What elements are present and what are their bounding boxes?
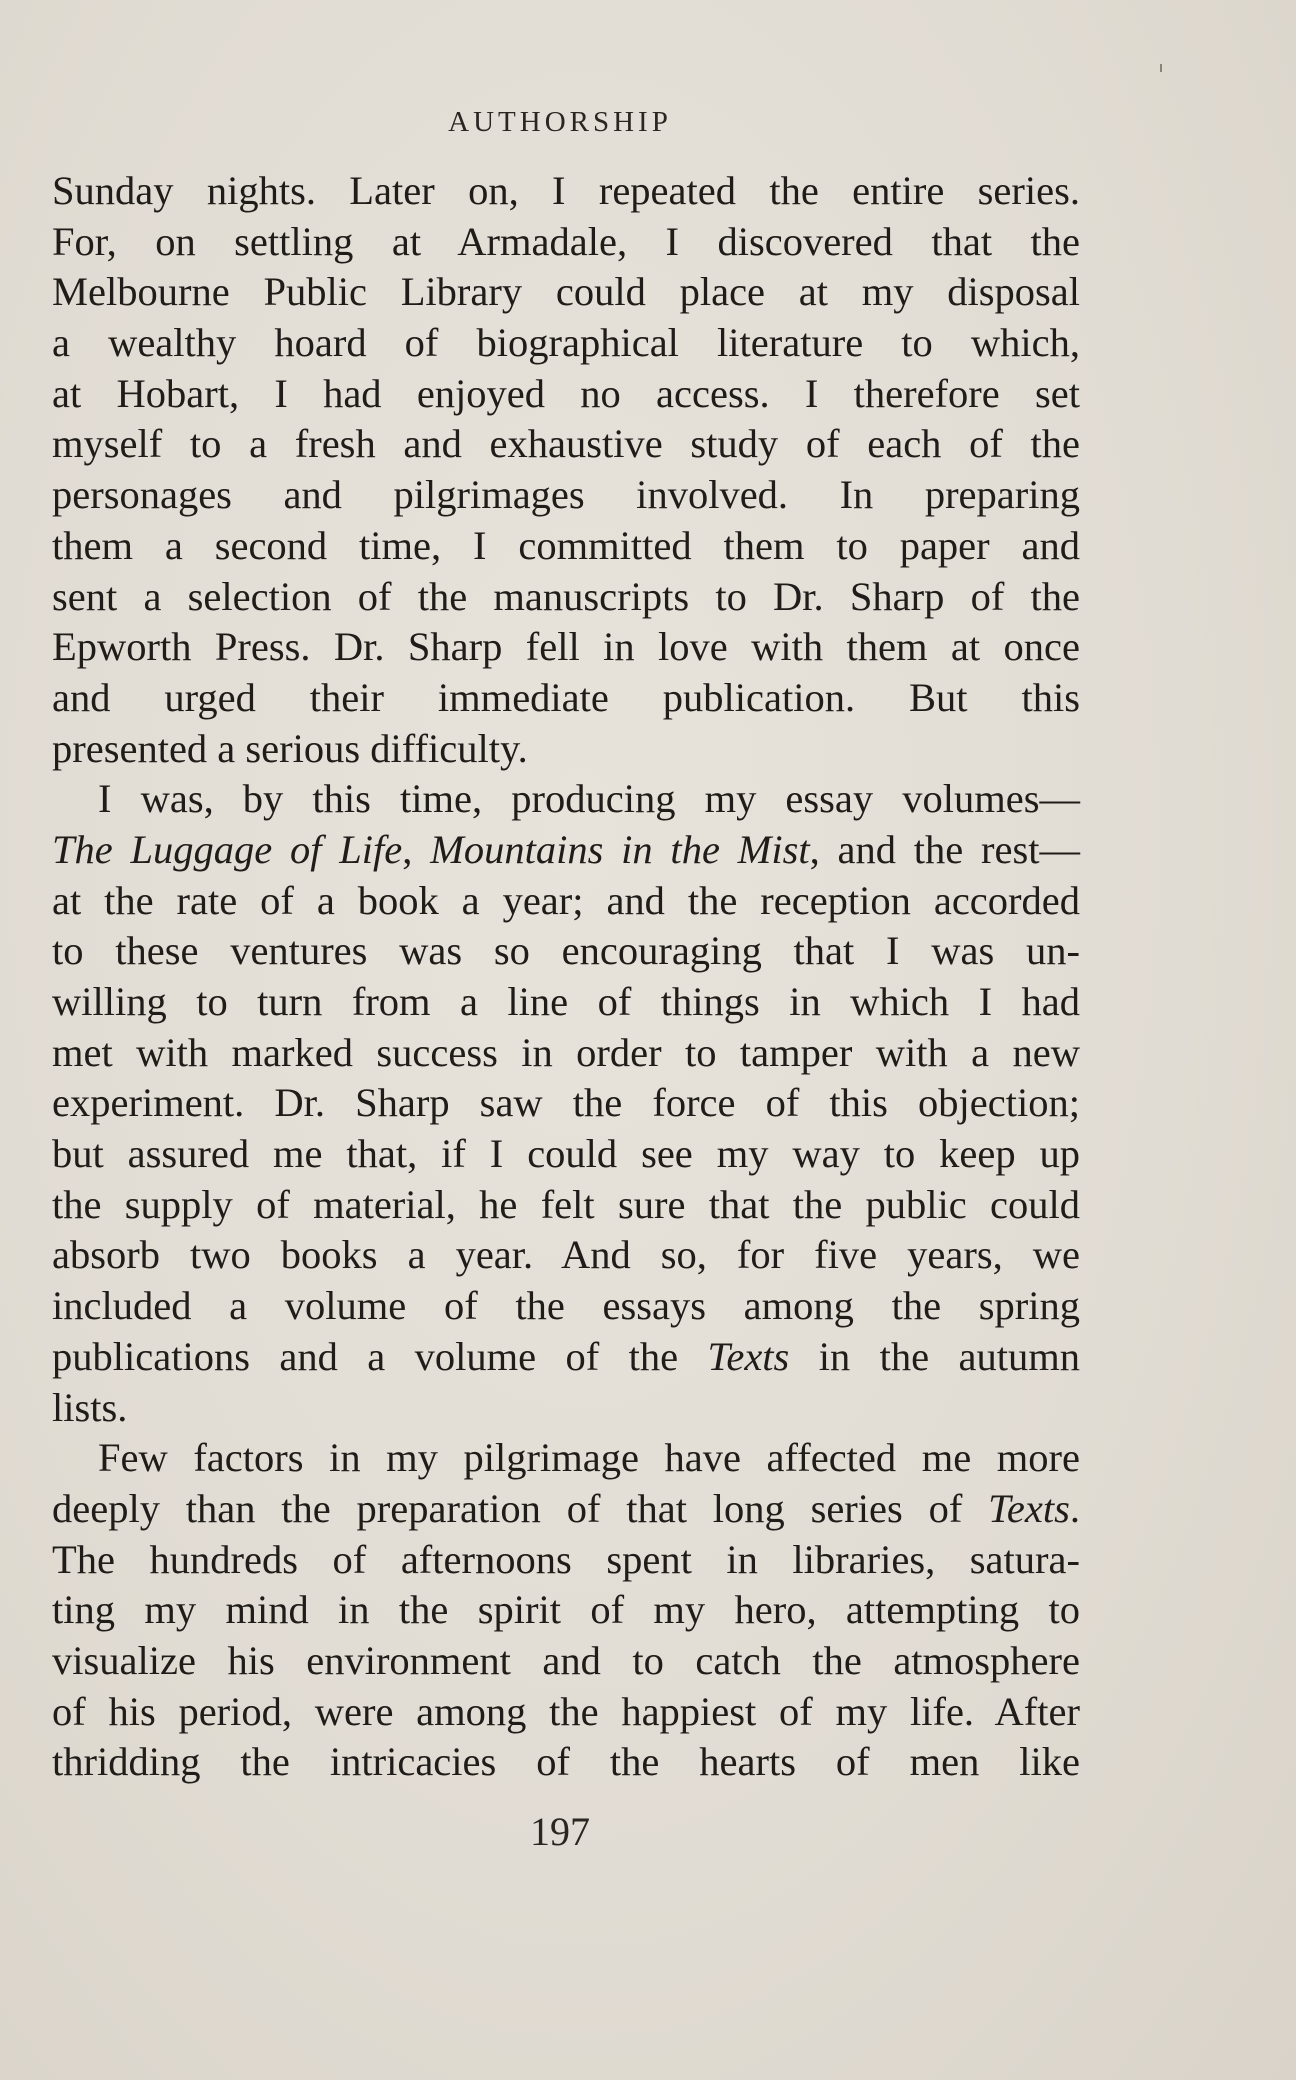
text-line-with-title <box>52 1484 1080 1535</box>
text-line: myself to a fresh and exhaustive study of each of the <box>52 421 1080 467</box>
text-line: a wealthy hoard of biographical literature to which, <box>52 320 1080 366</box>
text-line: included a volume of the essays among the spring <box>52 1283 1080 1329</box>
text-line: presented a serious difficulty. <box>52 725 528 771</box>
book-title: Mountains in the Mist <box>430 826 810 872</box>
book-title: Texts <box>988 1485 1070 1531</box>
text-line: at the rate of a book a year; and the reception accorded <box>52 877 1080 923</box>
text-line-with-title <box>52 1332 1080 1383</box>
text-line: thridding the intricacies of the hearts of men like <box>52 1739 1080 1785</box>
text-line-with-titles <box>52 825 1080 876</box>
line-tail: , and the rest— <box>809 826 1080 872</box>
text-line: absorb two books a year. And so, for five years, we <box>52 1232 1080 1278</box>
text-line: met with marked success in order to tamper with a new <box>52 1029 1080 1075</box>
text-line: and urged their immediate publication. But this <box>52 674 1080 720</box>
text-line: sent a selection of the manuscripts to Dr. Sharp of the <box>52 573 1080 619</box>
text-line: The hundreds of afternoons spent in libraries, satura- <box>52 1536 1080 1582</box>
line-tail: . <box>1069 1485 1080 1531</box>
book-title: Texts <box>707 1333 790 1379</box>
title-separator: , <box>402 826 431 872</box>
text-line: at Hobart, I had enjoyed no access. I therefore set <box>52 370 1080 416</box>
text-line: to these ventures was so encouraging that I was un- <box>52 928 1080 974</box>
running-head: AUTHORSHIP <box>448 106 672 138</box>
text-line: willing to turn from a line of things in which I had <box>52 979 1080 1024</box>
line-tail: in the autumn <box>789 1333 1080 1379</box>
text-line: Melbourne Public Library could place at my disposal <box>52 269 1080 315</box>
text-line: visualize his environment and to catch the atmosphere <box>52 1637 1080 1683</box>
text-line: but assured me that, if I could see my way to keep up <box>52 1131 1080 1177</box>
text-line: For, on settling at Armadale, I discovered that the <box>52 218 1080 264</box>
text-line: them a second time, I committed them to paper and <box>52 522 1080 568</box>
text-line: Sunday nights. Later on, I repeated the entire series. <box>52 168 1080 213</box>
page-number: 197 <box>530 1809 590 1854</box>
text-line: I was, by this time, producing my essay volumes— <box>98 776 1080 822</box>
text-line: the supply of material, he felt sure that the public could <box>52 1181 1080 1227</box>
line-head: deeply than the preparation of that long series of <box>52 1485 989 1531</box>
text-line: Few factors in my pilgrimage have affected me more <box>98 1435 1080 1481</box>
page-speck <box>1160 64 1162 72</box>
text-line: lists. <box>52 1384 128 1430</box>
text-line: ting my mind in the spirit of my hero, attempting to <box>52 1587 1080 1633</box>
text-line: personages and pilgrimages involved. In preparing <box>52 472 1080 518</box>
text-line: Epworth Press. Dr. Sharp fell in love with them at once <box>52 624 1080 670</box>
text-line: experiment. Dr. Sharp saw the force of this objection; <box>52 1080 1080 1126</box>
text-line: of his period, were among the happiest of my life. After <box>52 1688 1080 1734</box>
book-title: The Luggage of Life <box>52 826 403 872</box>
line-head: publications and a volume of the <box>52 1333 708 1379</box>
body-text <box>52 166 1080 1788</box>
